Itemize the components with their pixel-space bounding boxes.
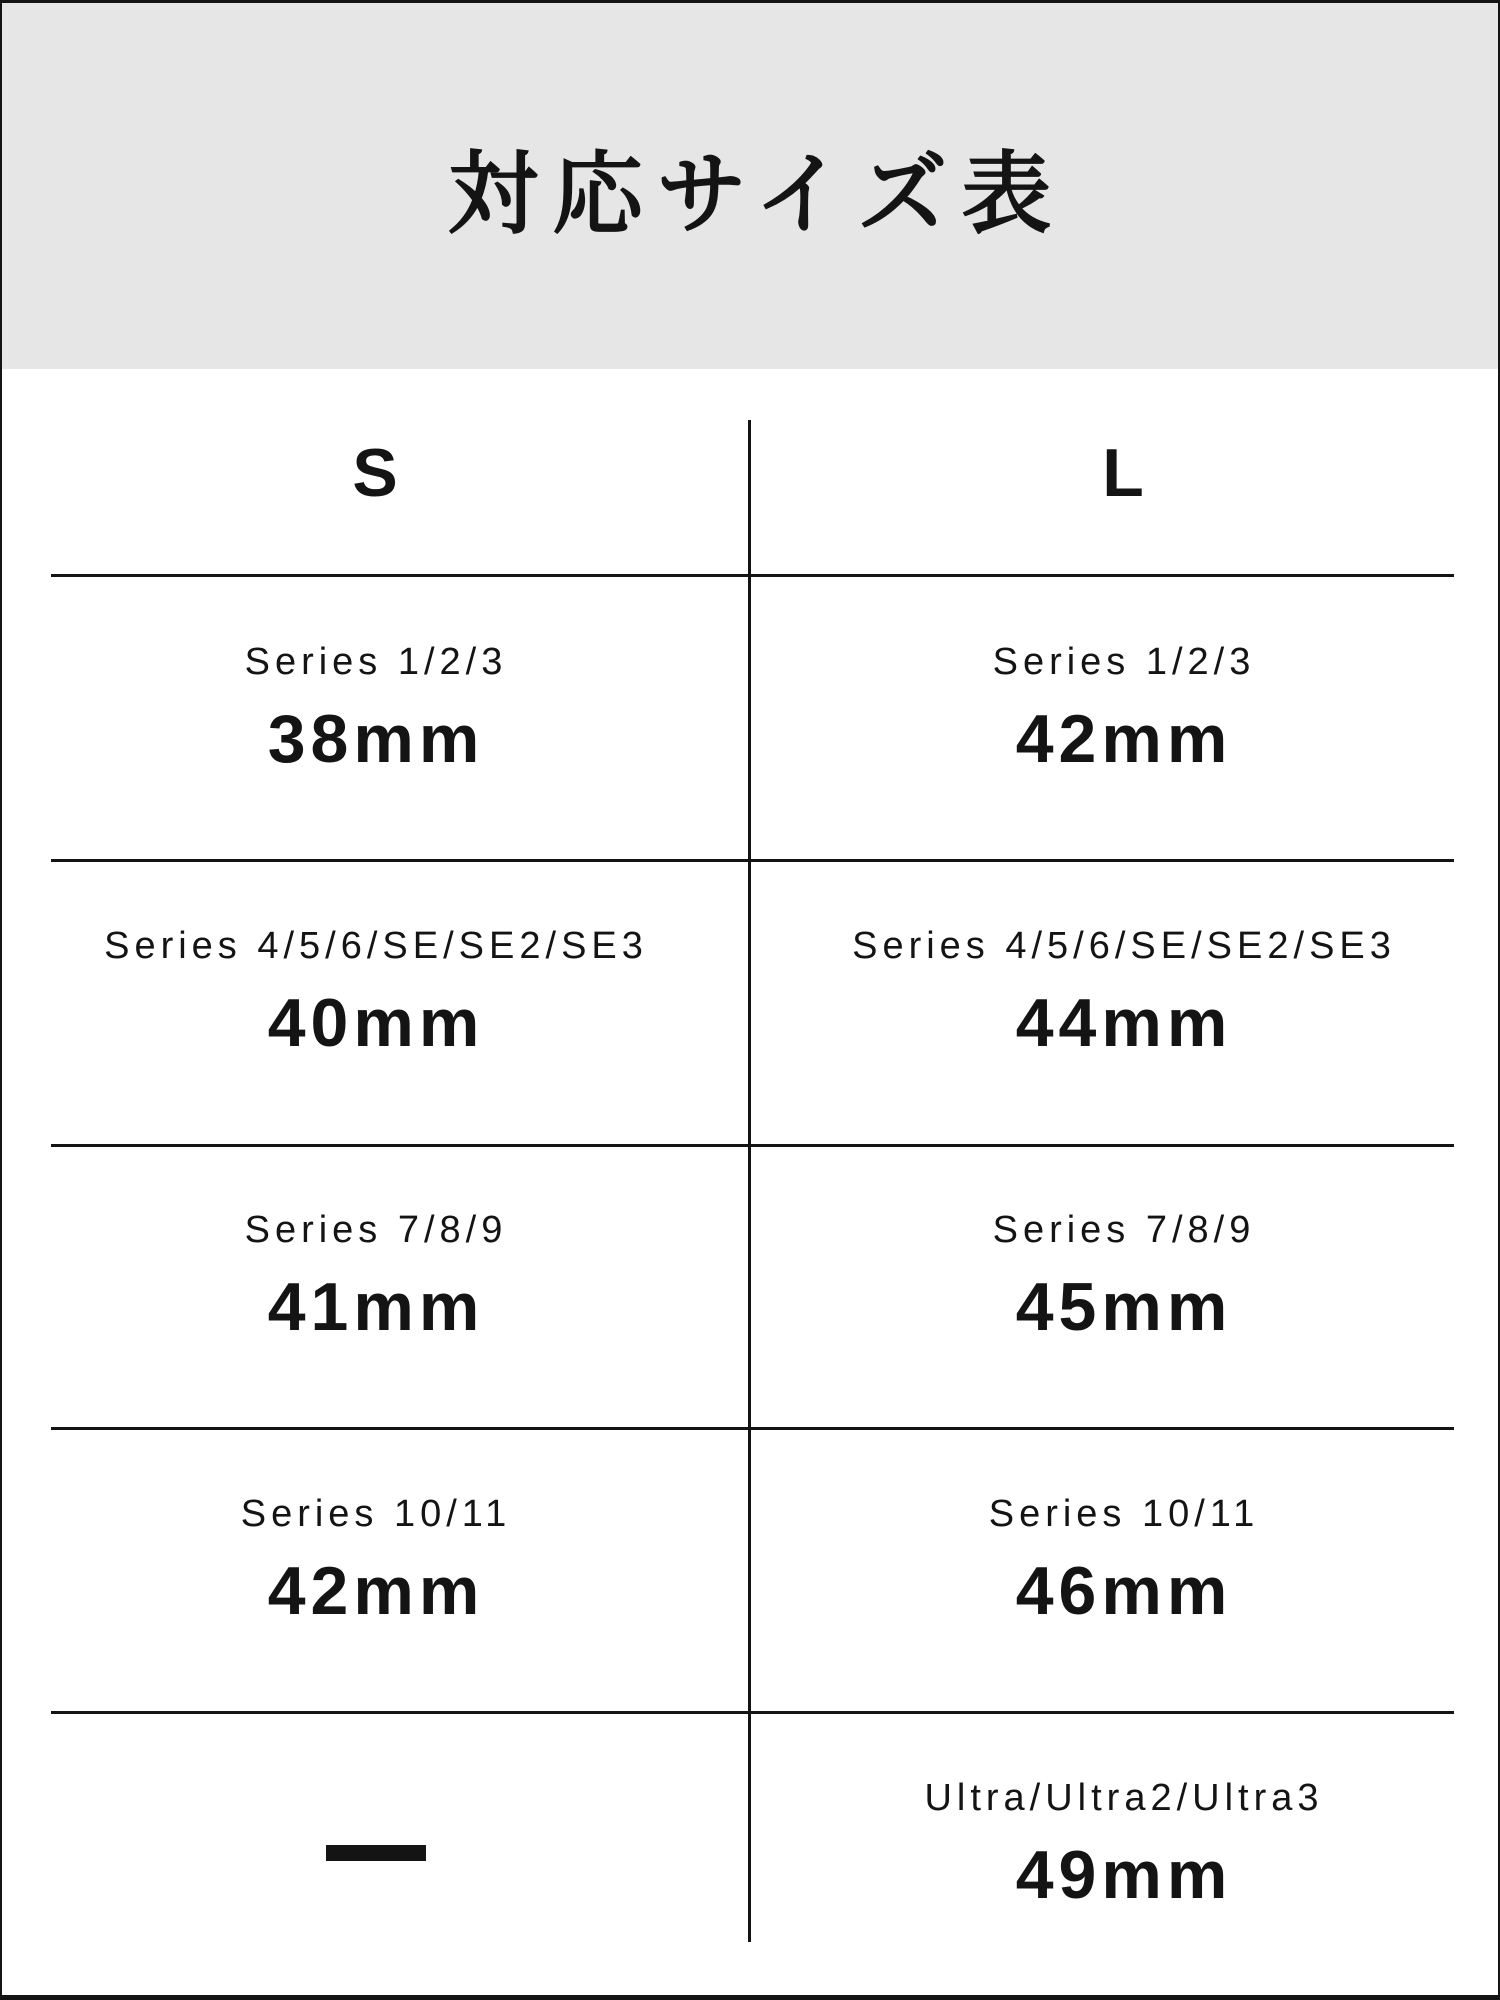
cell-s-no-size <box>2 1714 750 1998</box>
table-row <box>2 1430 1498 1714</box>
series-label: Series 10/11 <box>240 1493 512 1536</box>
size-value: 38mm <box>267 700 485 777</box>
size-value: 45mm <box>1015 1269 1233 1345</box>
size-value: 42mm <box>267 1553 485 1630</box>
series-label: Series 1/2/3 <box>992 640 1256 683</box>
series-label: Series 10/11 <box>988 1493 1260 1536</box>
table-row <box>2 1145 1498 1429</box>
series-label: Series 4/5/6/SE/SE2/SE3 <box>852 924 1396 967</box>
size-value: 46mm <box>1015 1553 1233 1630</box>
cell-s-series-1011 <box>2 1430 750 1714</box>
column-header-l: L <box>1102 434 1146 511</box>
size-value: 44mm <box>1015 984 1233 1061</box>
table-row <box>2 861 1498 1145</box>
cell-s-series-123 <box>2 577 750 861</box>
cell-l-series-1011 <box>750 1430 1498 1714</box>
page-title: 対応サイズ表 <box>448 145 1066 245</box>
series-label: Series 1/2/3 <box>244 640 508 683</box>
series-label: Ultra/Ultra2/Ultra3 <box>924 1777 1324 1820</box>
cell-l-series-456se <box>750 861 1498 1145</box>
chart-title-banner <box>2 3 1498 369</box>
table-body <box>2 577 1498 1998</box>
cell-l-series-789 <box>750 1145 1498 1429</box>
size-value: 49mm <box>1015 1837 1233 1914</box>
series-label: Series 4/5/6/SE/SE2/SE3 <box>104 924 648 967</box>
series-label: Series 7/8/9 <box>244 1209 508 1251</box>
size-value: 41mm <box>267 1269 485 1345</box>
series-label: Series 7/8/9 <box>992 1209 1256 1251</box>
cell-l-series-123 <box>750 577 1498 861</box>
size-value: 42mm <box>1015 700 1233 777</box>
cell-l-ultra <box>750 1714 1498 1998</box>
cell-s-series-456se <box>2 861 750 1145</box>
cell-s-series-789 <box>2 1145 750 1429</box>
column-header-s: S <box>352 434 400 511</box>
table-row <box>2 577 1498 861</box>
table-row <box>2 1714 1498 1998</box>
no-size-dash: — <box>326 1789 426 1902</box>
size-value: 40mm <box>267 984 485 1061</box>
